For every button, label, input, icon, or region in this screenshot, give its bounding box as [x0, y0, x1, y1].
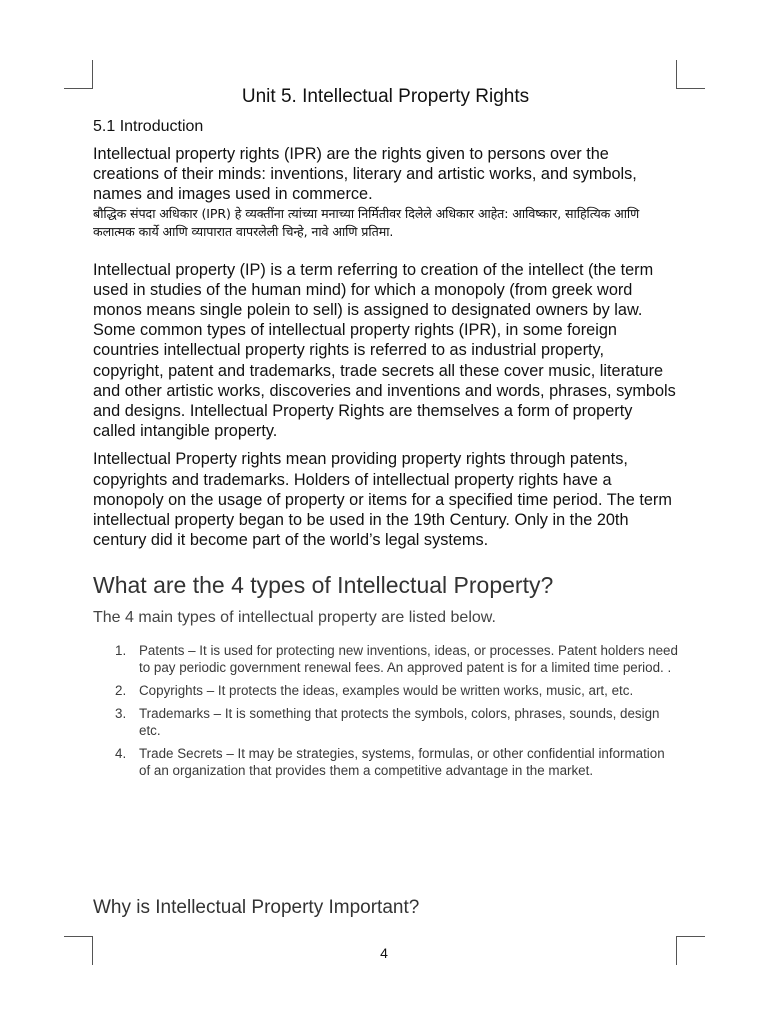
list-number: 4. [115, 746, 127, 762]
list-item [93, 745, 678, 779]
list-item [93, 682, 678, 699]
types-lead: The 4 main types of intellectual property are listed below. [93, 609, 496, 627]
list-number: 3. [115, 706, 127, 722]
list-number: 1. [115, 643, 127, 659]
importance-heading: Why is Intellectual Property Important? [93, 897, 420, 918]
list-text: Patents – It is used for protecting new inventions, ideas, or processes. Patent holders need to pay periodic government renewal fees. An approved patent is for a limited time period. . [139, 643, 678, 676]
list-item [93, 705, 678, 739]
intro-paragraph-marathi: बौद्धिक संपदा अधिकार (IPR) हे व्यक्तींना त्यांच्या मनाच्या निर्मितीवर दिलेले अधिकार आहेत: आविष्कार, साहित्यिक आणि कलात्मक कार्ये आणि व्यापारात वापरलेली चिन्हे, नावे आणि प्रतिमा. [93, 205, 640, 239]
list-text: Trademarks – It is something that protects the symbols, colors, phrases, sounds, design etc. [139, 706, 660, 739]
page-number: 4 [380, 945, 388, 961]
page-title: Unit 5. Intellectual Property Rights [241, 86, 530, 107]
page-content [93, 86, 678, 785]
ipr-history-paragraph: Intellectual Property rights mean providing property rights through patents, copyrights and trademarks. Holders of intellectual property rights have a monopoly on the usage of property or items for a specified time period. The term intellectual property began to be used in the 19th Century. Only in the 20th century did it become part of the world’s legal systems. [93, 450, 672, 550]
list-text: Copyrights – It protects the ideas, examples would be written works, music, art, etc. [139, 683, 634, 699]
crop-mark-top-right [676, 60, 705, 89]
types-heading: What are the 4 types of Intellectual Property? [93, 572, 554, 599]
list-number: 2. [115, 683, 127, 699]
list-item [93, 642, 678, 676]
types-list [93, 642, 678, 779]
ip-definition-paragraph: Intellectual property (IP) is a term referring to creation of the intellect (the term used in studies of the human mind) for which a monopoly (from greek word monos means single polein to sell) is assigned to designated owners by law. Some common types of intellectual property rights (IPR), in some foreign countries intellectual property rights is referred to as industrial property, copyright, patent and trademarks, trade secrets all these cover music, literature and other artistic works, discoveries and inventions and words, phrases, symbols and designs. Intellectual Property Rights are themselves a form of property called intangible property. [93, 260, 676, 441]
list-text: Trade Secrets – It may be strategies, systems, formulas, or other confidential information of an organization that provides them a competitive advantage in the market. [139, 746, 665, 779]
crop-mark-top-left [64, 60, 93, 89]
section-heading: 5.1 Introduction [93, 118, 204, 135]
intro-paragraph: Intellectual property rights (IPR) are the rights given to persons over the creations of their minds: inventions, literary and artistic works, and symbols, names and images used in commerce. [93, 145, 637, 204]
